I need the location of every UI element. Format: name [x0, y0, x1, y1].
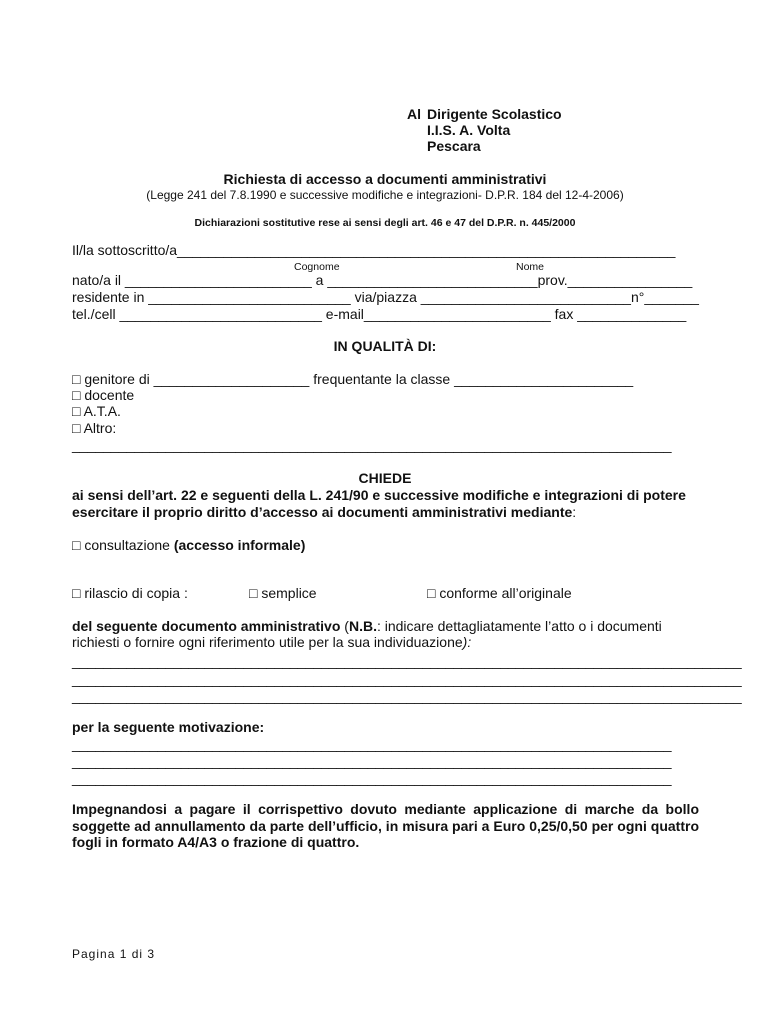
chiede-heading: CHIEDE	[358, 470, 412, 486]
addressee-prefix: Al	[407, 106, 421, 122]
documento-label-bold: del seguente documento amministrativo	[72, 618, 341, 634]
consultazione-label: □ consultazione	[72, 537, 174, 553]
addressee-line-1: Dirigente Scolastico	[427, 106, 562, 122]
motivazione-blank-line-1[interactable]: _____________________________________________________________________________	[72, 736, 672, 752]
option-genitore[interactable]: □ genitore di ____________________ frequentante la classe _______________________	[72, 371, 634, 387]
option-rilascio-copia[interactable]: □ rilascio di copia :	[72, 585, 188, 601]
option-altro[interactable]: □ Altro:	[72, 420, 117, 436]
documento-blank-line-1[interactable]: ______________________________________________________________________________________	[72, 653, 742, 669]
documento-line-2-end: ):	[462, 634, 472, 650]
label-nome: Nome	[516, 261, 545, 273]
documento-blank-line-3[interactable]: ______________________________________________________________________________________	[72, 688, 742, 704]
documento-line-2-text: richiesti o fornire ogni riferimento utile per la sua individuazione	[72, 634, 463, 650]
documento-label-open: (	[340, 618, 349, 634]
chiede-line-1: ai sensi dell’art. 22 e seguenti della L. 241/90 e successive modifiche e integrazioni di potere	[72, 487, 686, 503]
residence-line[interactable]: residente in __________________________ via/piazza ___________________________n°_______	[72, 289, 699, 305]
documento-label	[72, 618, 662, 634]
contact-line[interactable]: tel./cell __________________________ e-mail________________________ fax ______________	[72, 306, 687, 322]
page-number: Pagina 1 di 3	[72, 947, 156, 961]
impegno-line-1: Impegnandosi a pagare il corrispettivo dovuto mediante applicazione di marche da bollo	[72, 801, 699, 817]
label-cognome: Cognome	[294, 261, 340, 273]
impegno-line-3: fogli in formato A4/A3 o frazione di quattro.	[72, 834, 360, 850]
nb-label: N.B.	[348, 618, 377, 634]
documento-blank-line-2[interactable]: ______________________________________________________________________________________	[72, 671, 742, 687]
addressee-line-2: I.I.S. A. Volta	[427, 122, 511, 138]
consultazione-note: (accesso informale)	[173, 537, 306, 553]
option-docente[interactable]: □ docente	[72, 387, 135, 403]
declaration-note: Dichiarazioni sostitutive rese ai sensi degli art. 46 e 47 del D.P.R. n. 445/2000	[194, 217, 576, 229]
documento-label-line-2	[72, 634, 471, 650]
option-semplice[interactable]: □ semplice	[249, 585, 317, 601]
addressee-line-3: Pescara	[427, 138, 481, 154]
option-conforme[interactable]: □ conforme all’originale	[427, 585, 572, 601]
chiede-line-2-text: esercitare il proprio diritto d’accesso ai documenti amministrativi mediante	[72, 504, 573, 520]
altro-blank-line[interactable]: _____________________________________________________________________________	[72, 437, 672, 453]
identity-name-line[interactable]: Il/la sottoscritto/a________________________________________________________________	[72, 242, 676, 258]
chiede-line-2-colon: :	[572, 504, 577, 520]
option-ata[interactable]: □ A.T.A.	[72, 403, 121, 419]
motivazione-blank-line-3[interactable]: _____________________________________________________________________________	[72, 770, 672, 786]
document-subtitle: (Legge 241 del 7.8.1990 e successive modifiche e integrazioni- D.P.R. 184 del 12-4-2006)	[146, 188, 624, 202]
motivazione-blank-line-2[interactable]: _____________________________________________________________________________	[72, 753, 672, 769]
document-title: Richiesta di accesso a documenti amministrativi	[223, 171, 547, 187]
option-consultazione[interactable]	[72, 537, 305, 553]
chiede-line-2	[72, 504, 576, 520]
nb-text: : indicare dettagliatamente l’atto o i documenti	[376, 618, 662, 634]
qualita-heading: IN QUALITÀ DI:	[333, 338, 437, 354]
birth-line[interactable]: nato/a il ________________________ a ___________________________prov.________________	[72, 272, 693, 288]
motivazione-label: per la seguente motivazione:	[72, 719, 265, 735]
impegno-line-2: soggette ad annullamento da parte dell’ufficio, in misura pari a Euro 0,25/0,50 per ogni quattro	[72, 818, 699, 834]
